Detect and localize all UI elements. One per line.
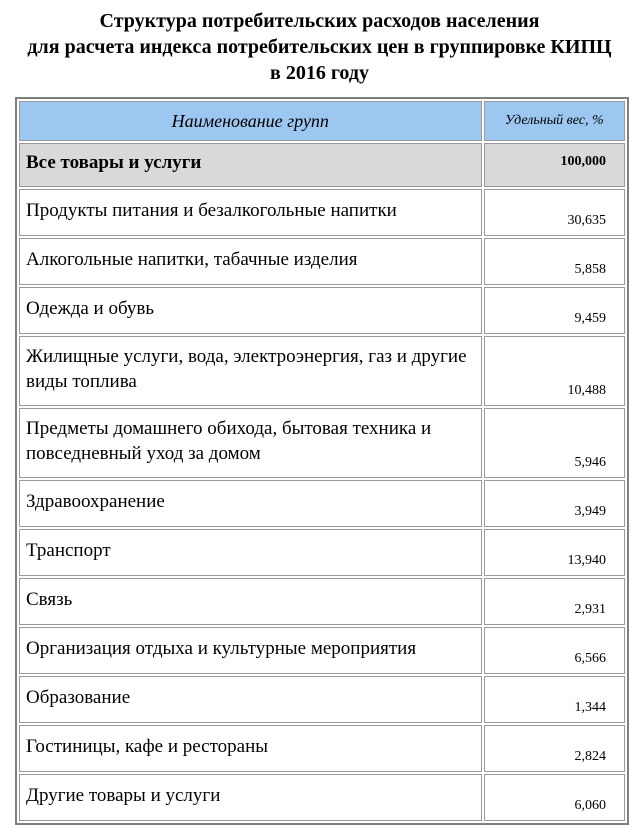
title-line-1: Структура потребительских расходов населения: [99, 10, 540, 32]
total-row: [19, 143, 625, 187]
row-name-cell: Образование: [19, 676, 482, 723]
row-value-cell: 2,824: [484, 725, 625, 772]
header-value-cell: Удельный вес, %: [484, 101, 625, 141]
row-name-cell: Предметы домашнего обихода, бытовая техника и повседневный уход за домом: [19, 408, 482, 478]
row-value-cell: 9,459: [484, 287, 625, 334]
table-row: [19, 480, 625, 527]
row-value-cell: 30,635: [484, 189, 625, 236]
title-line-2: для расчета индекса потребительских цен в группировке КИПЦ: [27, 36, 612, 58]
row-name-cell: Организация отдыха и культурные мероприятия: [19, 627, 482, 674]
total-value-cell: 100,000: [484, 143, 625, 187]
table-header-row: [19, 101, 625, 141]
total-name-cell: Все товары и услуги: [19, 143, 482, 187]
table-row: [19, 408, 625, 478]
table-row: [19, 238, 625, 285]
row-value-cell: 5,946: [484, 408, 625, 478]
row-name-cell: Гостиницы, кафе и рестораны: [19, 725, 482, 772]
table-row: [19, 676, 625, 723]
table-row: [19, 578, 625, 625]
row-name-cell: Транспорт: [19, 529, 482, 576]
header-name-cell: Наименование групп: [19, 101, 482, 141]
table-row: [19, 529, 625, 576]
row-name-cell: Другие товары и услуги: [19, 774, 482, 821]
page-title: [0, 8, 639, 86]
row-name-cell: Одежда и обувь: [19, 287, 482, 334]
table-row: [19, 774, 625, 821]
row-value-cell: 6,060: [484, 774, 625, 821]
row-value-cell: 2,931: [484, 578, 625, 625]
row-value-cell: 1,344: [484, 676, 625, 723]
table-row: [19, 287, 625, 334]
expenditure-table-container: [15, 97, 629, 825]
row-value-cell: 13,940: [484, 529, 625, 576]
row-value-cell: 6,566: [484, 627, 625, 674]
row-name-cell: Связь: [19, 578, 482, 625]
row-name-cell: Жилищные услуги, вода, электроэнергия, газ и другие виды топлива: [19, 336, 482, 406]
row-value-cell: 5,858: [484, 238, 625, 285]
row-name-cell: Алкогольные напитки, табачные изделия: [19, 238, 482, 285]
row-value-cell: 3,949: [484, 480, 625, 527]
row-value-cell: 10,488: [484, 336, 625, 406]
row-name-cell: Здравоохранение: [19, 480, 482, 527]
expenditure-table: [15, 97, 629, 825]
table-row: [19, 627, 625, 674]
row-name-cell: Продукты питания и безалкогольные напитки: [19, 189, 482, 236]
table-row: [19, 189, 625, 236]
table-row: [19, 336, 625, 406]
title-line-3: в 2016 году: [270, 62, 369, 84]
table-row: [19, 725, 625, 772]
